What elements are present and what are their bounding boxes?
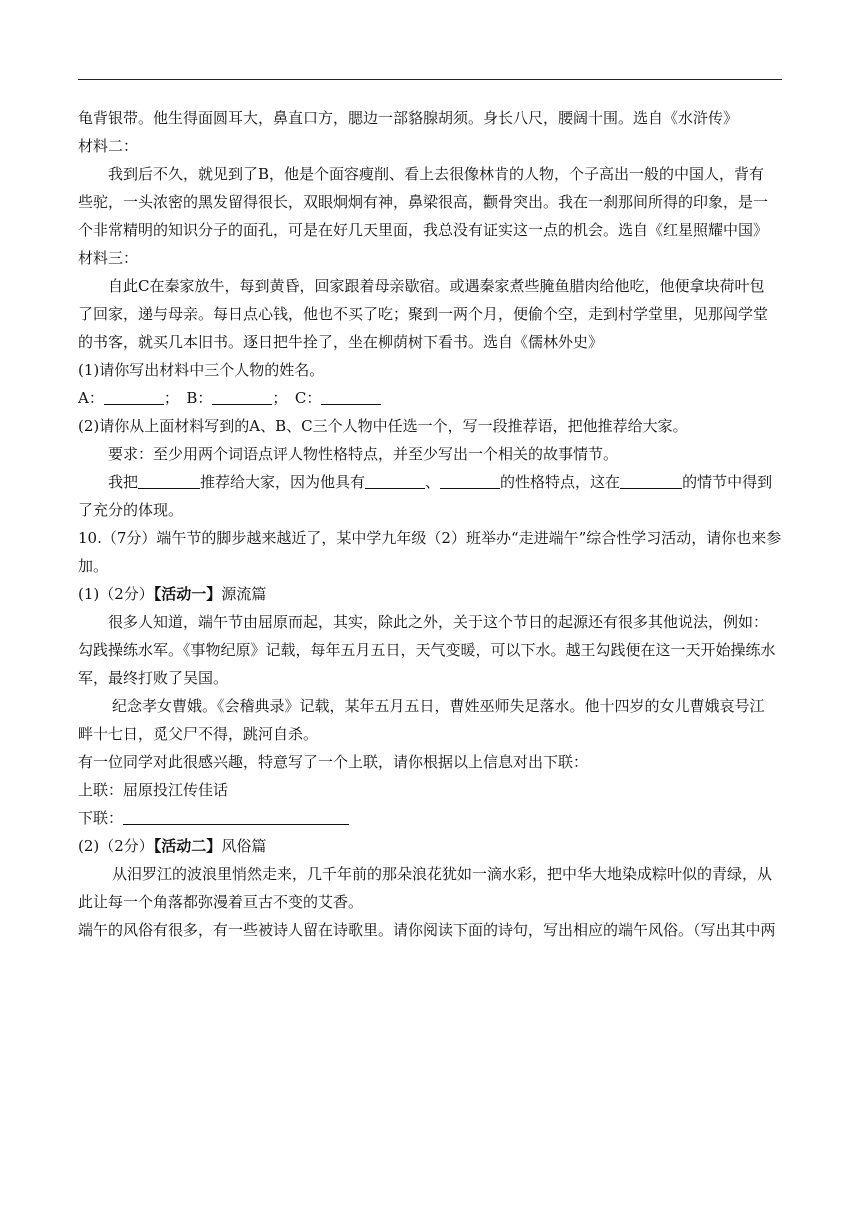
question-1: (1)请你写出材料中三个人物的姓名。 bbox=[78, 361, 325, 379]
section-heading-material-3: 材料三： bbox=[78, 249, 139, 267]
blank-plot[interactable] bbox=[620, 470, 682, 489]
blank-couplet[interactable] bbox=[123, 806, 349, 825]
score-label: (1)（2分） bbox=[78, 585, 154, 603]
template-text: 的性格特点，这在 bbox=[500, 473, 621, 491]
blank-person[interactable] bbox=[138, 470, 200, 489]
text-line: 自此C在秦家放牛，每到黄昏，回家跟着母亲歇宿。或遇秦家煮些腌鱼腊肉给他吃，他便拿块荷叶包 bbox=[108, 277, 765, 295]
question-10: 10.（7分）端午节的脚步越来越近了，某中学九年级（2）班举办“走进端午”综合性学习活动，请你也来参 bbox=[78, 529, 782, 547]
template-text: 推荐给大家，因为他具有 bbox=[200, 473, 366, 491]
text-line: 此让每一个角落都弥漫着亘古不变的艾香。 bbox=[78, 893, 364, 911]
activity-title: 风俗篇 bbox=[221, 837, 267, 855]
couplet-upper: 上联：屈原投江传佳话 bbox=[78, 781, 229, 799]
score-label: (2)（2分） bbox=[78, 837, 154, 855]
activity-label: 【活动二】 bbox=[153, 837, 222, 855]
text-line: 我到后不久，就见到了B，他是个面容瘦削、看上去很像林肯的人物，个子高出一般的中国人，背有 bbox=[108, 165, 765, 183]
text-line: 纪念孝女曹娥。《会稽典录》记载，某年五月五日，曹姓巫师失足落水。他十四岁的女儿曹娥哀号江 bbox=[112, 697, 765, 715]
text-line: 了回家，递与母亲。每日点心钱，他也不买了吃；聚到一两个月，便偷个空，走到村学堂里，见那闯学堂 bbox=[78, 305, 769, 323]
activity-1-heading bbox=[78, 580, 782, 608]
text-line: 有一位同学对此很感兴趣，特意写了一个上联，请你根据以上信息对出下联： bbox=[78, 753, 589, 771]
text-line: 些驼，一头浓密的黑发留得很长，双眼炯炯有神，鼻梁很高，颧骨突出。我在一刹那间所得的印象，是一 bbox=[78, 193, 769, 211]
text-line: 个非常精明的知识分子的面孔，可是在好几天里面，我总没有证实这一点的机会。选自《红星照耀中国》 bbox=[78, 221, 769, 239]
blank-a[interactable] bbox=[104, 386, 164, 405]
document-body bbox=[78, 104, 782, 944]
header-rule bbox=[78, 79, 782, 80]
text-line: 龟背银带。他生得面圆耳大，鼻直口方，腮边一部貉腺胡须。身长八尺，腰阔十围。选自《水浒传》 bbox=[78, 109, 739, 127]
activity-label: 【活动一】 bbox=[153, 585, 222, 603]
blank-trait-2[interactable] bbox=[440, 470, 500, 489]
text-line: 了充分的体现。 bbox=[78, 501, 184, 519]
blank-c[interactable] bbox=[321, 386, 381, 405]
blank-trait-1[interactable] bbox=[365, 470, 425, 489]
text-line: 畔十七日，觅父尸不得，跳河自杀。 bbox=[78, 725, 319, 743]
recommendation-template bbox=[78, 468, 782, 496]
text-line: 加。 bbox=[78, 557, 109, 575]
activity-title: 源流篇 bbox=[221, 585, 267, 603]
text-line: 从汨罗江的波浪里悄然走来，几千年前的那朵浪花犹如一滴水彩，把中华大地染成粽叶似的青绿，从 bbox=[112, 865, 773, 883]
text-line: 军，最终打败了吴国。 bbox=[78, 669, 229, 687]
question-2: (2)请你从上面材料写到的A、B、C三个人物中任选一个，写一段推荐语，把他推荐给大家。 bbox=[78, 417, 688, 435]
activity-2-heading bbox=[78, 832, 782, 860]
text-line: 的书客，就买几本旧书。逐日把牛拴了，坐在柳荫树下看书。选自《儒林外史》 bbox=[78, 333, 604, 351]
text-line: 很多人知道，端午节由屈原而起，其实，除此之外，关于这个节日的起源还有很多其他说法，例如： bbox=[108, 613, 769, 631]
couplet-lower bbox=[78, 804, 782, 832]
template-text: 我把 bbox=[108, 473, 139, 491]
blank-b[interactable] bbox=[212, 386, 272, 405]
text-line: 端午的风俗有很多，有一些被诗人留在诗歌里。请你阅读下面的诗句，写出相应的端午风俗。（写出其中两 bbox=[78, 921, 776, 939]
text-line: 勾践操练水军。《事物纪原》记载，每年五月五日，天气变暖，可以下水。越王勾践便在这一天开始操练水 bbox=[78, 641, 776, 659]
label-b: ； B： bbox=[163, 389, 213, 407]
label-c: ； C： bbox=[272, 389, 322, 407]
section-heading-material-2: 材料二： bbox=[78, 137, 139, 155]
template-text: 的情节中得到 bbox=[682, 473, 773, 491]
answer-line-names bbox=[78, 384, 782, 412]
couplet-lower-label: 下联： bbox=[78, 809, 124, 827]
label-a: A： bbox=[78, 389, 104, 407]
requirement-text: 要求：至少用两个词语点评人物性格特点，并至少写出一个相关的故事情节。 bbox=[108, 445, 619, 463]
template-text: 、 bbox=[425, 473, 441, 491]
